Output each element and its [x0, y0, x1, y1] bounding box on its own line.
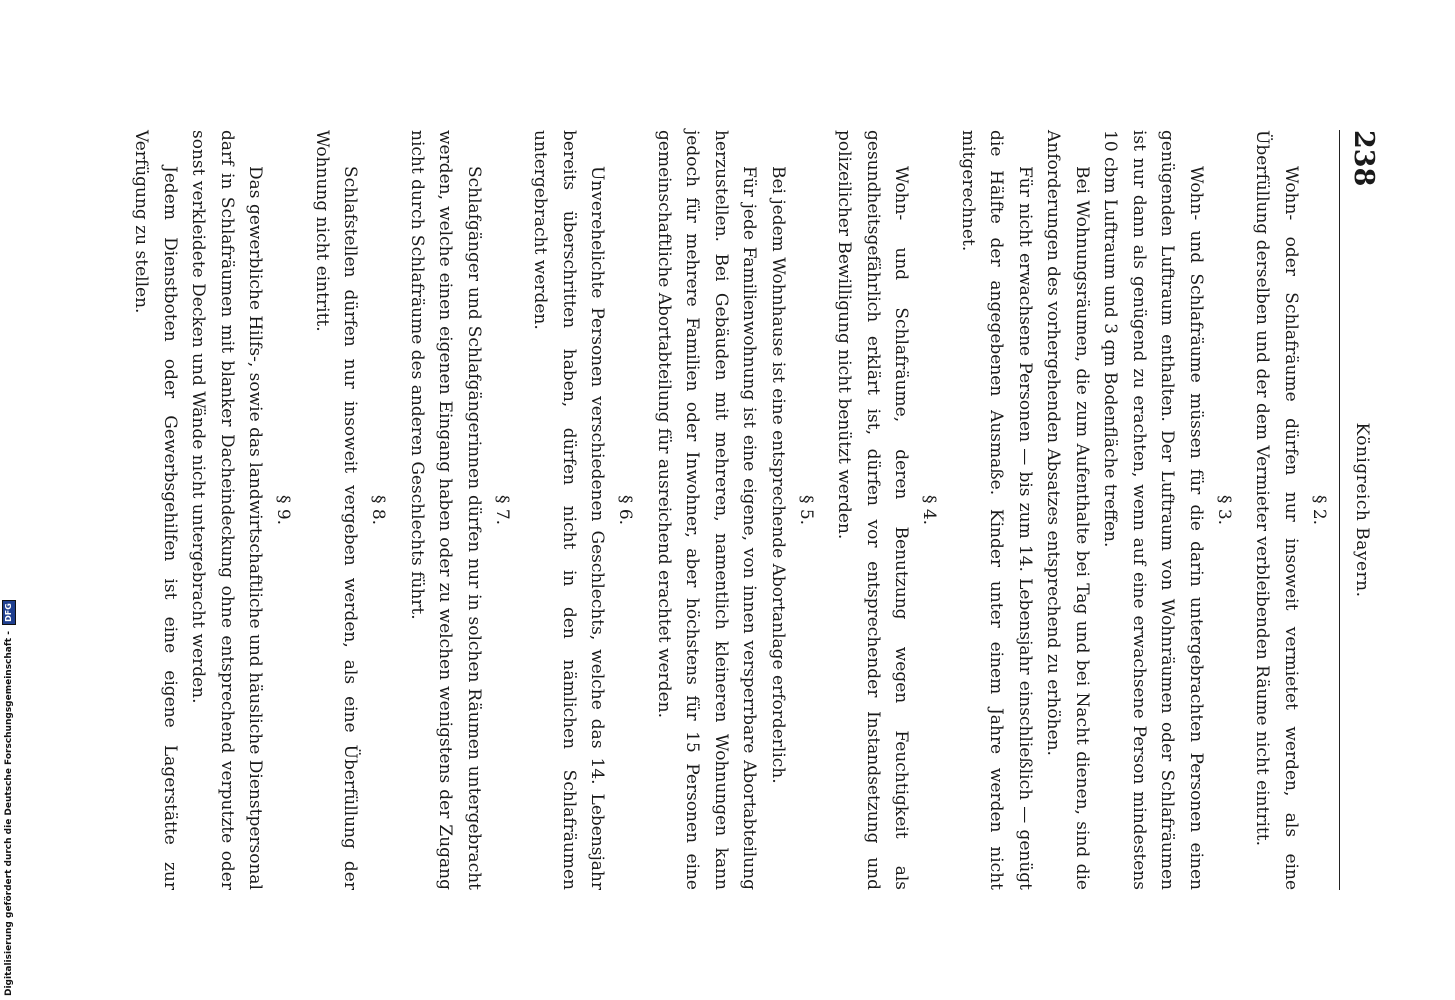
section-heading: § 3.: [1214, 494, 1234, 526]
paragraph: Wohn- und Schlafräume, deren Benutzung wegen Feuchtigkeit als gesundheitsgefährlich erklärt ist, dürfen vor entsprechender Instandsetzung und polizeilicher Bewilligung nicht benützt werden.: [834, 130, 912, 890]
section: [526, 130, 640, 890]
paragraph: Jedem Dienstboten oder Gewerbsgehilfen ist eine eigene Lagerstätte zur Verfügung zu stellen.: [131, 130, 180, 890]
section-heading: § 6.: [615, 494, 636, 526]
dfg-logo: DFG: [2, 600, 16, 625]
digitization-credit: [2, 600, 16, 996]
section-heading: § 8.: [368, 494, 389, 526]
document-page: [90, 130, 1380, 890]
section: [127, 130, 298, 890]
paragraph: Schlafgänger und Schlafgängerinnen dürfen nur in solchen Räumen untergebracht werden, welche einen eigenen Eingang haben oder zu welchen wenigstens der Zugang nicht durch Schlafräume des anderen Geschlechts führt.: [407, 130, 484, 890]
section: [830, 130, 944, 890]
paragraph: Wohn- und Schlafräume müssen für die darin untergebrachten Personen einen genügenden Luftraum enthalten. Der Luftraum von Wohnräumen oder Schlafräumen ist nur dann als genügend zu erachten, wenn auf eine erwachsene Person mindestens 10 cbm Luftraum und 3 qm Bodenfläche treffen.: [1100, 130, 1206, 890]
digitization-credit-text: Digitalisierung gefördert durch die Deutsche Forschungsgemeinschaft -: [4, 631, 14, 996]
page-number: 238: [1348, 130, 1379, 187]
paragraph: Unverehelichte Personen verschiedenen Geschlechts, welche das 14. Lebensjahr bereits überschritten haben, dürfen nicht in den nämlichen Schlafräumen untergebracht werden.: [530, 130, 608, 890]
section-heading: § 7.: [492, 494, 512, 526]
paragraph: Wohn- oder Schlafräume dürfen nur insoweit vermietet werden, als eine Überfüllung derselben und der dem Vermieter verbleibenden Räume nicht eintritt.: [1252, 130, 1301, 890]
section: [308, 130, 393, 890]
paragraph: Bei Wohnungsräumen, die zum Aufenthalte bei Tag und bei Nacht dienen, sind die Anforderungen des vorhergehenden Absatzes entsprechend zu erhöhen.: [1043, 130, 1092, 890]
paragraph: Für jede Familienwohnung ist eine eigene, von innen versperrbare Abortabteilung herzustellen. Bei Gebäuden mit mehreren, namentlich kleineren Wohnungen kann jedoch für mehrere Familien oder Inwohner, aber höchstens für 15 Personen eine gemeinschaftliche Abortabteilung für ausreichend erachtet werden.: [654, 130, 760, 890]
document-body: [127, 130, 1339, 890]
section: [403, 130, 517, 890]
page-header: [1339, 130, 1380, 890]
paragraph: Das gewerbliche Hilfs-, sowie das landwirtschaftliche und häusliche Dienstpersonal darf in Schlafräumen mit blanker Dacheindeckung ohne entsprechend verputzte oder sonst verkleidete Decken und Wände nicht untergebracht werden.: [188, 130, 266, 890]
section-heading: § 9.: [273, 494, 294, 526]
section-heading: § 4.: [919, 494, 940, 526]
running-title: Königreich Bayern.: [1352, 422, 1372, 598]
section: [1248, 130, 1333, 890]
section: [650, 130, 821, 890]
paragraph: Schlafstellen dürfen nur insoweit vergeben werden, als eine Überfüllung der Wohnung nicht eintritt.: [312, 130, 361, 890]
paragraph: Für nicht erwachsene Personen — bis zum 14. Lebensjahr einschließlich — genügt die Hälfte der angegebenen Ausmaße. Kinder unter einem Jahre werden nicht mitgerechnet.: [958, 130, 1035, 890]
section-heading: § 2.: [1309, 494, 1329, 526]
section: [954, 130, 1239, 890]
paragraph: Bei jedem Wohnhause ist eine entsprechende Abortanlage erforderlich.: [768, 166, 788, 784]
section-heading: § 5.: [796, 494, 816, 526]
